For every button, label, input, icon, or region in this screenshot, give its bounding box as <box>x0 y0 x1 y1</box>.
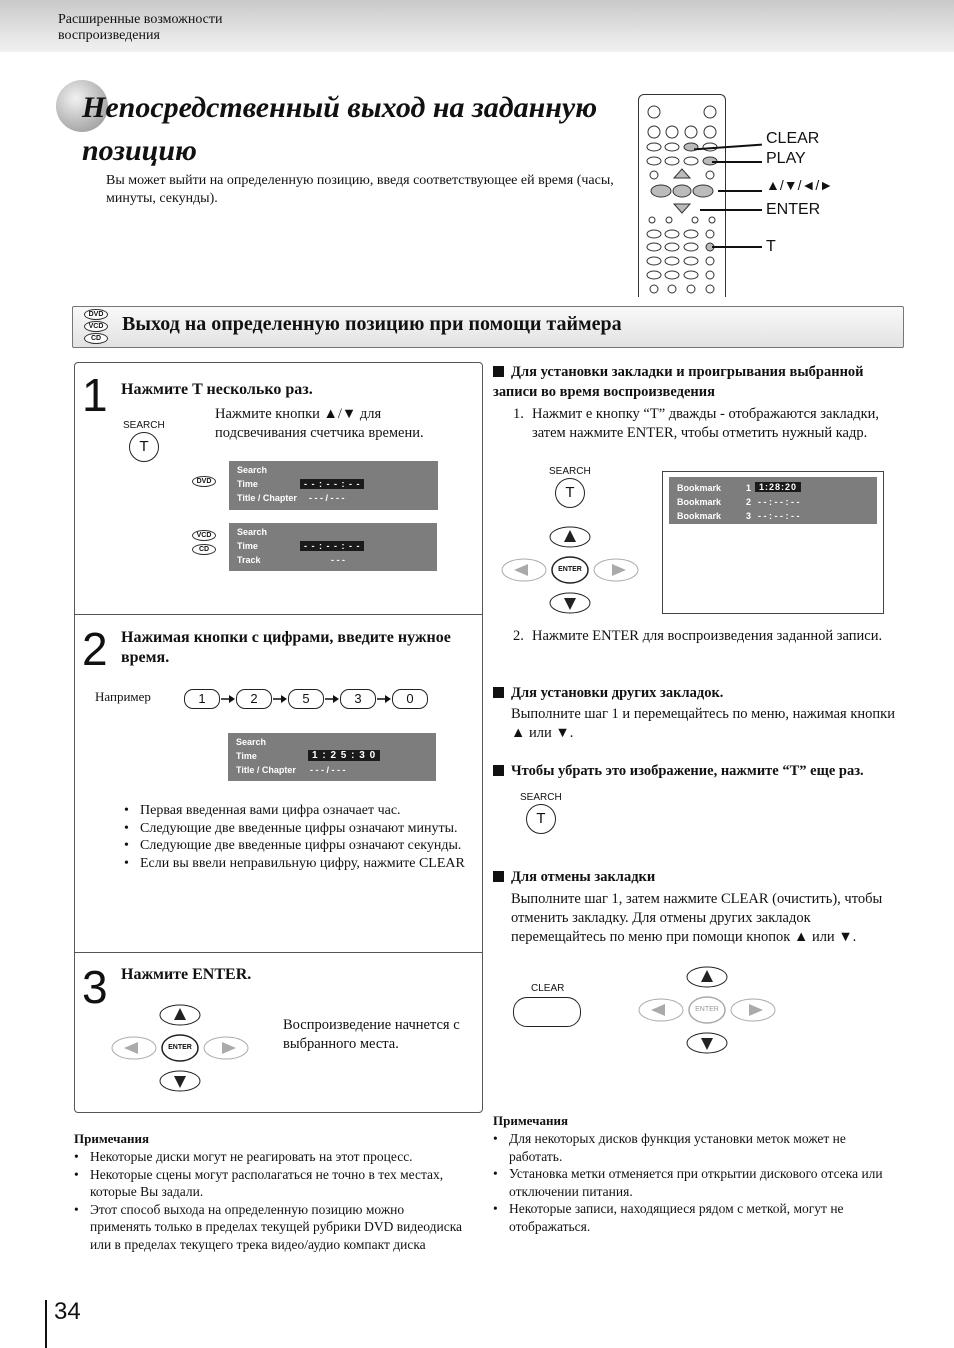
osd-time-label: Time <box>237 479 258 489</box>
step2-bullets <box>122 802 467 872</box>
down-arrow-button[interactable] <box>550 593 590 613</box>
other-bookmarks-text: Выполните шаг 1 и перемещайтесь по меню, нажимая кнопки ▲ или ▼. <box>511 706 895 741</box>
bookmark-row-value: 1:28:20 <box>755 482 801 492</box>
osd-search-label: Search <box>236 737 267 747</box>
dvd-disc-label: DVD <box>192 476 216 487</box>
right-arrow-button[interactable] <box>731 999 775 1021</box>
list-item: • Некоторые сцены могут располагаться не точно в тех местах, которые Вы задали. <box>72 1166 467 1201</box>
remote-label-t: T <box>766 238 776 255</box>
section-line1: Расширенные возможности <box>58 12 223 27</box>
t-button[interactable]: T <box>555 478 585 508</box>
osd-time-value: - - : - - : - - <box>300 479 364 489</box>
osd-title-chapter-label: Title / Chapter <box>236 765 296 775</box>
remove-display-heading: Чтобы убрать это изображение, нажмите “T” еще раз. <box>493 761 864 781</box>
bookmark-item2-number: 2. <box>513 628 524 644</box>
list-item: • Некоторые диски могут не реагировать на этот процесс. <box>72 1148 467 1166</box>
square-bullet-icon <box>493 687 504 698</box>
bookmark-row-num: 2 <box>746 497 752 507</box>
osd-time-value: 1 : 2 5 : 3 0 <box>308 750 380 761</box>
page-title: Непосредственный выход на заданную позицию <box>82 91 598 167</box>
clear-button[interactable] <box>513 997 581 1027</box>
number-key[interactable]: 5 <box>288 689 324 709</box>
notes-heading: Примечания <box>493 1113 568 1128</box>
page-number: 34 <box>54 1298 81 1325</box>
bookmark-screen <box>662 471 884 614</box>
remote-control-illustration <box>638 94 726 297</box>
up-arrow-button[interactable] <box>550 527 590 547</box>
step3-text: Воспроизведение начнется с выбранного места. <box>283 1017 460 1052</box>
down-arrow-button[interactable] <box>160 1071 200 1091</box>
disc-icons <box>84 309 108 344</box>
cancel-bookmark-text: Выполните шаг 1, затем нажмите CLEAR (очистить), чтобы отменить закладку. Для отмены других закладок перемещайтесь по меню при помощи кнопок ▲ или ▼. <box>511 891 883 945</box>
step-divider <box>74 952 483 953</box>
step1-text: Нажмите кнопки ▲/▼ для подсвечивания счетчика времени. <box>215 406 424 441</box>
bookmark-row-value: - - : - - : - - <box>758 497 800 507</box>
up-arrow-button[interactable] <box>160 1005 200 1025</box>
osd-chapter-value: - - - / - - - <box>310 765 346 775</box>
search-label: SEARCH <box>123 420 165 431</box>
osd-track-value: - - - <box>331 555 345 565</box>
list-item: • Если вы ввели неправильную цифру, нажмите CLEAR <box>122 855 467 873</box>
osd-title-chapter-label: Title / Chapter <box>237 493 297 503</box>
notes-list <box>72 1148 467 1253</box>
remote-label-play: PLAY <box>766 150 806 167</box>
number-key[interactable]: 2 <box>236 689 272 709</box>
down-arrow-button[interactable] <box>687 1033 727 1053</box>
up-arrow-button[interactable] <box>687 967 727 987</box>
search-osd-entered <box>228 733 436 781</box>
list-item: • Первая введенная вами цифра означает час. <box>122 802 467 820</box>
play-pointer-line <box>712 161 762 163</box>
list-item: • Следующие две введенные цифры означают секунды. <box>122 837 467 855</box>
other-bookmarks-heading: Для установки других закладок. <box>493 683 723 703</box>
bookmark-row-label: Bookmark <box>677 497 722 507</box>
search-osd-dvd <box>229 461 438 510</box>
osd-time-label: Time <box>236 751 257 761</box>
intro-text: Вы может выйти на определенную позицию, введя соответствующее ей время (часы, минуты, секунды). <box>106 173 614 206</box>
section-title: Выход на определенную позицию при помощи таймера <box>122 313 622 335</box>
osd-time-value: - - : - - : - - <box>300 541 364 551</box>
cd-disc-icon: CD <box>192 544 216 555</box>
step3-number: 3 <box>82 961 108 1013</box>
bookmark-row-label: Bookmark <box>677 483 722 493</box>
square-bullet-icon <box>493 871 504 882</box>
bookmark-heading: Для установки закладки и проигрывания выбранной записи во время воспроизведения <box>493 364 864 400</box>
number-key[interactable]: 1 <box>184 689 220 709</box>
step2-number: 2 <box>82 623 108 675</box>
vcd-disc-icon: VCD <box>84 321 108 332</box>
vcd-cd-disc-labels <box>192 530 216 555</box>
enter-pointer-line <box>700 209 762 211</box>
right-arrow-button[interactable] <box>204 1037 248 1059</box>
right-arrow-button[interactable] <box>594 559 638 581</box>
notes-list <box>491 1130 901 1235</box>
search-osd-vcd <box>229 523 437 571</box>
list-item: • Для некоторых дисков функция установки меток может не работать. <box>491 1130 901 1165</box>
page-number-rule <box>45 1300 47 1348</box>
osd-search-label: Search <box>237 465 268 475</box>
cursor-pad-cancel <box>637 964 777 1056</box>
cursor-pad-step3 <box>110 1002 250 1094</box>
bookmark-row-num: 1 <box>746 483 752 493</box>
bookmark-row-label: Bookmark <box>677 511 722 521</box>
arrow-right-icon <box>220 690 236 708</box>
cursor-pad-bookmark <box>500 524 640 616</box>
enter-label: ENTER <box>168 1044 192 1051</box>
left-arrow-button[interactable] <box>502 559 546 581</box>
clear-label: CLEAR <box>531 983 565 994</box>
search-label: SEARCH <box>520 792 562 803</box>
remote-label-enter: ENTER <box>766 201 821 218</box>
bookmark-item1-number: 1. <box>513 406 524 422</box>
t-button[interactable]: T <box>129 432 159 462</box>
section-line2: воспроизведения <box>58 28 160 43</box>
number-key[interactable]: 0 <box>392 689 428 709</box>
step-divider <box>74 614 483 615</box>
list-item: • Установка метки отменяется при открытии дискового отсека или отключении питания. <box>491 1165 901 1200</box>
osd-chapter-value: - - - / - - - <box>309 493 345 503</box>
notes-heading: Примечания <box>74 1131 149 1146</box>
enter-label: ENTER <box>695 1006 719 1013</box>
arrow-right-icon <box>272 690 288 708</box>
step1-number: 1 <box>82 369 108 421</box>
step2-heading: Нажимая кнопки с цифрами, введите нужное время. <box>121 629 451 666</box>
bookmark-item1-text: Нажмит е кнопку “T” дважды - отображаются закладки, затем нажмите ENTER, чтобы отметить нужный кадр. <box>532 406 879 441</box>
arrows-pointer-line <box>718 190 762 192</box>
square-bullet-icon <box>493 765 504 776</box>
bookmark-item2-text: Нажмите ENTER для воспроизведения заданной записи. <box>532 628 883 644</box>
remote-label-clear: CLEAR <box>766 130 820 147</box>
vcd-disc-icon: VCD <box>192 530 216 541</box>
osd-search-label: Search <box>237 527 268 537</box>
left-arrow-button[interactable] <box>112 1037 156 1059</box>
list-item: • Следующие две введенные цифры означают минуты. <box>122 820 467 838</box>
remote-buttons-icon <box>639 95 725 297</box>
number-sequence <box>184 689 428 709</box>
osd-track-label: Track <box>237 555 261 565</box>
number-key[interactable]: 3 <box>340 689 376 709</box>
cancel-bookmark-heading: Для отмены закладки <box>493 867 655 887</box>
step1-heading: Нажмите T несколько раз. <box>121 381 313 398</box>
square-bullet-icon <box>493 366 504 377</box>
search-label: SEARCH <box>549 466 591 477</box>
step3-heading: Нажмите ENTER. <box>121 966 252 983</box>
bookmark-row-num: 3 <box>746 511 752 521</box>
cd-disc-icon: CD <box>84 333 108 344</box>
osd-time-label: Time <box>237 541 258 551</box>
example-label: Например <box>95 689 151 704</box>
remote-label-arrows: ▲/▼/◄/► <box>766 177 834 193</box>
bookmark-row-value: - - : - - : - - <box>758 511 800 521</box>
arrow-right-icon <box>376 690 392 708</box>
list-item: • Этот способ выхода на определенную позицию можно применять только в пределах текущей рубрики DVD видеодиска или в пределах текущего трека видео/аудио компакт диска <box>72 1201 467 1254</box>
arrow-right-icon <box>324 690 340 708</box>
section-breadcrumb <box>58 12 223 44</box>
left-arrow-button[interactable] <box>639 999 683 1021</box>
t-pointer-line <box>712 246 762 248</box>
enter-label: ENTER <box>558 566 582 573</box>
bookmark-osd <box>669 477 877 524</box>
dvd-disc-icon: DVD <box>84 309 108 320</box>
list-item: • Некоторые записи, находящиеся рядом с меткой, могут не отображаться. <box>491 1200 901 1235</box>
t-button[interactable]: T <box>526 804 556 834</box>
